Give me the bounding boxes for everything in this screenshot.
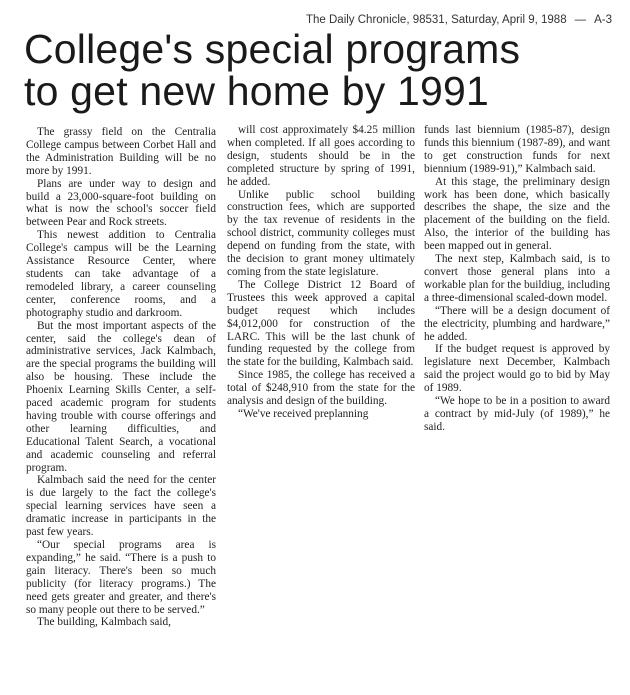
- article-paragraph: Plans are under way to design and build a 23,000-square-foot building on what is now the school's soccer field between Pear and Rock streets.: [26, 177, 216, 229]
- article-paragraph: Kalmbach said the need for the center is due largely to the fact the college's special learning services have seen a dramatic increase in participants in the past few years.: [26, 474, 216, 539]
- article-paragraph: “We've received preplanning: [238, 407, 369, 420]
- article-paragraph: will cost approximately $4.25 million when completed. If all goes according to design, students should be in the completed structure by spring of 1991, he added.: [227, 124, 415, 188]
- headline: [24, 28, 624, 112]
- article-paragraph: But the most important aspects of the center, said the college's dean of administrative services, Jack Kalmbach, are the special programs the building will also be housing. These include the Phoenix Learning Skills Center, a self-paced academic program for students having trouble with course offerings and other learning difficulties, and Educational Talent Search, a vocational and academic counseling and referral program.: [26, 319, 216, 474]
- headline-line-2: to get new home by 1991: [24, 68, 490, 114]
- article-paragraph: At this stage, the preliminary design work has been done, which basically describes the shape, the size and the placement of the building on the field. Also, the interior of the building has been mapped out in general.: [424, 175, 610, 253]
- article-column-3: [424, 124, 610, 434]
- article-paragraph: “Our special programs area is expanding,” he said. “There is a push to gain literacy. There's been so much publicity (for literacy programs.) The need gets greater and greater, and there's so many people out there to be served.”: [26, 539, 216, 616]
- dateline-paper: The Daily Chronicle, 98531, Saturday, April 9, 1988: [305, 14, 567, 26]
- dateline-separator: —: [574, 14, 587, 26]
- article-paragraph: “There will be a design document of the electricity, plumbing and hardware,” he added.: [424, 304, 610, 343]
- article-paragraph: The next step, Kalmbach said, is to convert those general plans into a workable plan for the buildiug, including a three-dimensional scaled-down model.: [424, 253, 610, 304]
- article-paragraph: The building, Kalmbach said,: [37, 616, 171, 629]
- dateline: [306, 14, 612, 26]
- article-paragraph: Since 1985, the college has received a total of $248,910 from the state for the analysis and design of the building.: [227, 369, 415, 408]
- article-paragraph: funds last biennium (1985-87), design funds this biennium (1987-89), and want to get construction funds for next biennium (1989-91),” Kalmbach said.: [424, 124, 610, 175]
- article-paragraph: The grassy field on the Centralia College campus between Corbet Hall and the Administration Building will be no more by 1991.: [26, 126, 216, 177]
- article-paragraph: The College District 12 Board of Trustees this week approved a capital budget request which includes $4,012,000 for construction of the LARC. This will be the last chunk of funding requested by the college from the state for the building, Kalmbach said.: [227, 278, 415, 369]
- article-column-2: [227, 124, 415, 421]
- article-paragraph: “We hope to be in a position to award a contract by mid-July (of 1989),” he said.: [424, 395, 610, 433]
- headline-line-1: College's special programs: [24, 26, 521, 72]
- dateline-page-number: A-3: [594, 14, 612, 26]
- article-paragraph: If the budget request is approved by legislature next December, Kalmbach said the project would go to bid by May of 1989.: [424, 343, 610, 395]
- article-paragraph: This newest addition to Centralia College's campus will be the Learning Assistance Resource Center, where students can take advantage of a remodeled library, a career counseling center, conference rooms, and a photography studio and darkroom.: [26, 229, 216, 319]
- article-paragraph: Unlike public school building construction fees, which are supported by the tax revenue of residents in the school district, community colleges must depend on funding from the state, with the decision to grant money ultimately coming from the state legislature.: [227, 188, 415, 278]
- article-column-1: [26, 126, 216, 629]
